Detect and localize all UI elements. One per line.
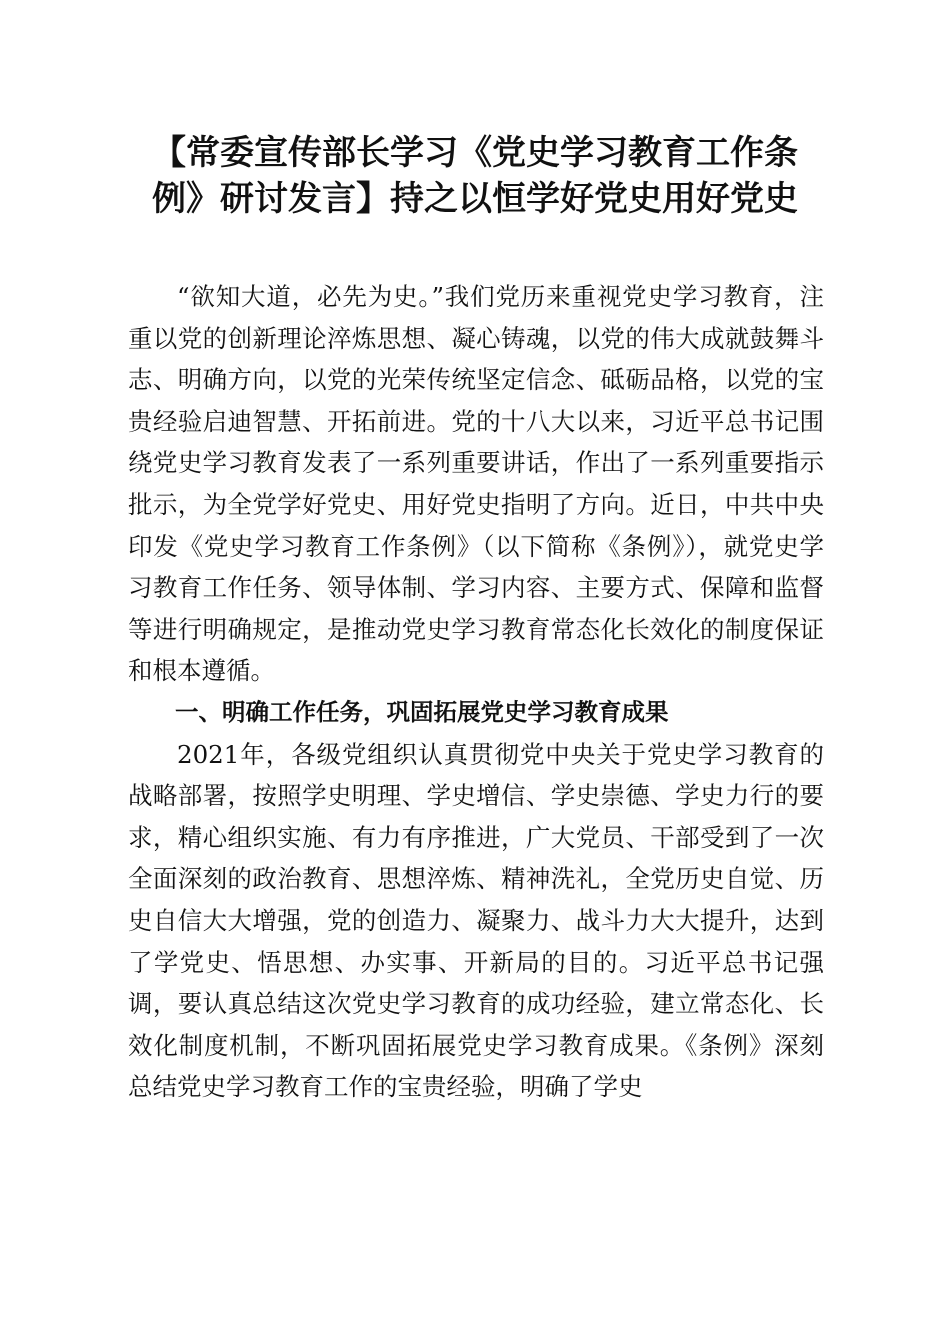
document-title: 【常委宣传部长学习《党史学习教育工作条例》研讨发言】持之以恒学好党史用好党史	[152, 133, 798, 219]
section-1-paragraph: 2021年，各级党组织认真贯彻党中央关于党史学习教育的战略部署，按照学史明理、学史增信、学史崇德、学史力行的要求，精心组织实施、有力有序推进，广大党员、干部受到了一次全面深刻的政治教育、思想淬炼、精神洗礼，全党历史自觉、历史自信大大增强，党的创造力、凝聚力、战斗力大大提升，达到了学党史、悟思想、办实事、开新局的目的。习近平总书记强调，要认真总结这次党史学习教育的成功经验，建立常态化、长效化制度机制，不断巩固拓展党史学习教育成果。《条例》深刻总结党史学习教育工作的宝贵经验，明确了学史	[128, 739, 824, 1102]
document-body	[128, 276, 824, 1108]
section-heading-1: 一、明确工作任务，巩固拓展党史学习教育成果	[175, 697, 669, 726]
intro-paragraph: “欲知大道，必先为史。”我们党历来重视党史学习教育，注重以党的创新理论淬炼思想、凝心铸魂，以党的伟大成就鼓舞斗志、明确方向，以党的光荣传统坚定信念、砥砺品格，以党的宝贵经验启迪智慧、开拓前进。党的十八大以来，习近平总书记围绕党史学习教育发表了一系列重要讲话，作出了一系列重要指示批示，为全党学好党史、用好党史指明了方向。近日，中共中央印发《党史学习教育工作条例》（以下简称《条例》），就党史学习教育工作任务、领导体制、学习内容、主要方式、保障和监督等进行明确规定，是推动党史学习教育常态化长效化的制度保证和根本遵循。	[128, 282, 824, 686]
